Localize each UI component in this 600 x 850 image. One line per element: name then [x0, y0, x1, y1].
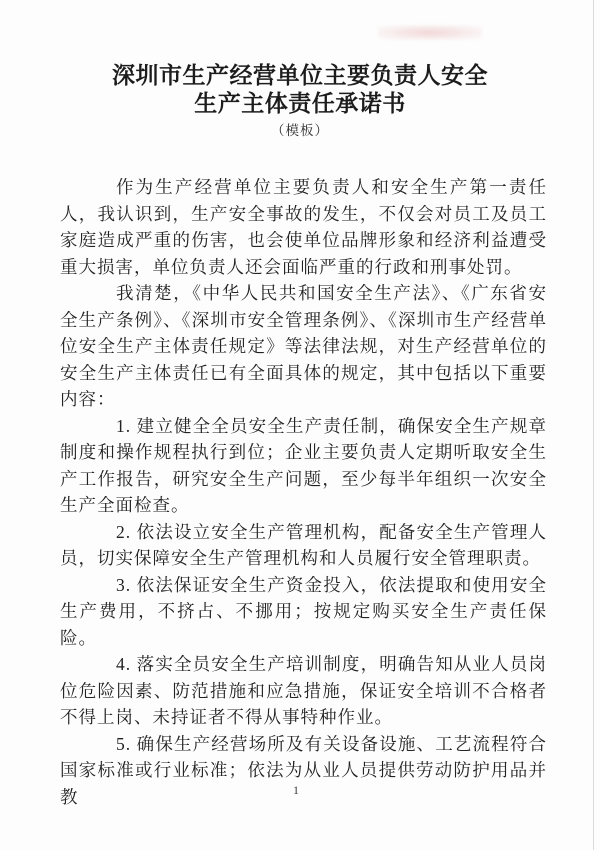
responsibility-item-2: 2. 依法设立安全生产管理机构，配备安全生产管理人员，切实保障安全生产管理机构和人员履行安全管理职责。	[60, 521, 547, 568]
page-number: 1	[293, 783, 299, 797]
responsibility-item-5: 5. 确保生产经营场所及有关设备设施、工艺流程符合国家标准或行业标准；依法为从业人员提供劳动防护用品并教	[60, 733, 547, 807]
document-title	[0, 62, 600, 118]
document-subtitle: （模板）	[271, 123, 329, 138]
responsibility-item-4: 4. 落实全员安全生产培训制度，明确告知从业人员岗位危险因素、防范措施和应急措施，保证安全培训不合格者不得上岗、未持证者不得从事特种作业。	[60, 654, 547, 727]
legal-basis-paragraph: 我清楚，《中华人民共和国安全生产法》、《广东省安全生产条例》、《深圳市安全管理条例》、《深圳市生产经营单位安全生产主体责任规定》等法律法规，对生产经营单位的安全生产主体责任已有全面具体的规定，其中包括以下重要内容：	[60, 283, 547, 409]
document-title-line-1: 深圳市生产经营单位主要负责人安全	[112, 63, 488, 89]
scan-edge-artifact	[593, 0, 594, 850]
document-title-line-2: 生产主体责任承诺书	[194, 91, 406, 117]
faded-stamp-mark	[378, 25, 482, 40]
intro-paragraph: 作为生产经营单位主要负责人和安全生产第一责任人，我认识到，生产安全事故的发生，不仅会对员工及员工家庭造成严重的伤害，也会使单位品牌形象和经济利益遭受重大损害，单位负责人还会面临严重的行政和刑事处罚。	[60, 177, 547, 277]
responsibility-item-3: 3. 依法保证安全生产资金投入，依法提取和使用安全生产费用，不挤占、不挪用；按规定购买安全生产责任保险。	[60, 574, 547, 648]
responsibility-item-1: 1. 建立健全全员安全生产责任制，确保安全生产规章制度和操作规程执行到位；企业主要负责人定期听取安全生产工作报告，研究安全生产问题，至少每半年组织一次安全生产全面检查。	[60, 415, 547, 515]
document-body	[60, 174, 547, 810]
